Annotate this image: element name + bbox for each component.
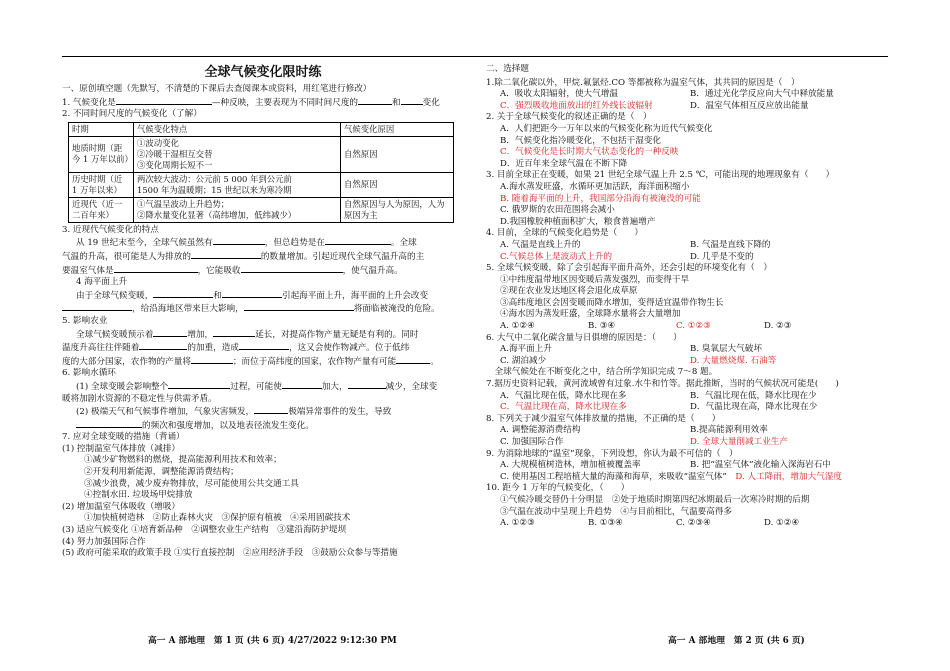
option: B. ③④ [588, 321, 616, 332]
option-line: ③高纬度地区会因变暖而降水增加，变得适宜温带作物生长 [500, 297, 724, 308]
q6-heading: 6. 影响水循环 [62, 368, 116, 379]
option-line: C. 俄罗斯的农田范围将会减小 [500, 205, 615, 216]
option: A. 大规模植树造林，增加植被覆盖率 [500, 460, 641, 471]
option: B．气温比现在低，降水比现在少 [690, 390, 817, 401]
table-cell: ①气温呈波动上升趋势； ②降水量变化显著（高纬增加，低纬减少） [134, 197, 341, 222]
option-row [486, 252, 886, 264]
option: D．温室气体相互反应放出能量 [690, 100, 809, 111]
option: B. ①③④ [588, 518, 623, 529]
q7-item: ①加快植树造林 ②防止森林火灾 ③保护原有植被 ④采用固碳技术 [84, 513, 351, 524]
question-1 [486, 78, 886, 113]
option-line: ②现在农业发达地区将会退化成草原 [500, 286, 638, 297]
q6-line: 的频次和强度增加，以及地表径流发生变化。 [62, 419, 464, 433]
q6-line: (2) 极端天气和气候事件增加，气象灾害频发， 极端异常事件的发生，导致 [76, 407, 392, 418]
table-cell: 地质时期（距今 1 万年以前） [69, 136, 134, 172]
option: D. ①②④ [764, 518, 800, 529]
q3-heading: 3. 近现代气候变化的特点 [62, 224, 159, 235]
option: A．气温比现在低，降水比现在多 [500, 390, 627, 401]
left-column [62, 64, 464, 560]
q6-line: (1) 全球变暖会影响整个 过程，可能使 加大， 减少，全球变 [76, 381, 438, 392]
question-list [486, 78, 886, 530]
option: B. 把“温室气体”液化输入深海岩石中 [690, 460, 831, 471]
q3-line: 气温的升高，很可能是人为排放的 的数量增加。引起近现代全球气温升高的主 [62, 251, 425, 262]
q2: 2. 不同时间尺度的气候变化（了解） [62, 109, 202, 120]
q4-line: ，给沿海地区带来巨大影响， 将面临被淹没的危险。 [62, 302, 464, 316]
question-3 [486, 170, 886, 228]
option-row [486, 240, 886, 252]
option: B.提高能源利用效率 [690, 425, 768, 436]
option: D．气温比现在高，降水比现在少 [690, 402, 818, 413]
q7-item: ①减少矿物燃料的燃烧，提高能源利用技术和效率； [84, 455, 282, 466]
option-line: A.海水蒸发旺盛，水循环更加活跃，海洋面积缩小 [500, 181, 690, 192]
climate-table [68, 122, 454, 223]
option-row [486, 425, 886, 437]
option: C. ②③④ [676, 518, 711, 529]
q3-line: 从 19 世纪末至今，全球气候虽然有 ，但总趋势是在 。全球 [76, 238, 417, 249]
q7-item: ②开发利用新能源，调整能源消费结构； [84, 467, 239, 478]
question-8 [486, 414, 886, 449]
section-1-heading: 一、原创填空题（先默写，不清楚的下课后去查阅课本或资料，用红笔进行修改） [62, 84, 372, 94]
option-row [486, 518, 886, 530]
table-row [69, 197, 454, 222]
table-header: 时期 [69, 122, 134, 136]
q7-sub: (3) 适应气候变化 ①培育新品种 ②调整农业生产结构 ③建沿海防护堤坝 [62, 525, 347, 536]
table-cell: 近现代（近一二百年来） [69, 197, 134, 222]
q5-line: 全球气候变暖预示着 增加， 延长，对提高作物产量无疑是有利的。同时 [76, 329, 419, 340]
table-header-row [69, 122, 454, 136]
option-row [486, 321, 886, 333]
option: C.气候总体上是波动式上升的 [500, 251, 613, 262]
option-row [486, 391, 886, 403]
q1: 1. 气候变化是 —种反映，主要表现为不同时间尺度的 和 变化 [62, 97, 440, 108]
question-4 [486, 228, 886, 263]
q4-heading: 4 海平面上升 [76, 277, 128, 288]
option-line: A．人们把距今一万年以来的气候变化称为近代气候变化 [500, 123, 713, 134]
question-stem: 6. 大气中二氧化碳含量与日俱增的原因是：（ ） [486, 332, 682, 343]
footer-right: 高一 A 部地理 第 2 页 (共 6 页) [668, 636, 805, 646]
option: D. 大量燃烧煤. 石油等 [690, 355, 777, 366]
table-row [69, 172, 454, 197]
question-stem: 8. 下列关于减少温室气体排放量的措施，不正确的是（ ） [486, 413, 721, 424]
question-stem: 9. 为消除地球的“温室”现象，下列设想，你认为最不可信的（ ） [486, 448, 738, 459]
table-header: 气候变化特点 [134, 122, 341, 136]
question-2 [486, 112, 886, 170]
q5-line: 温度升高往往伴随着 的加重，造成 ，这又会使作物减产。位于低纬 [62, 343, 410, 354]
option: A. 调整能源消费结构 [500, 425, 581, 436]
option-row [486, 437, 886, 449]
q4-line: 由于全球气候变暖， 和 引起海平面上升，海平面的上升会改变 [76, 290, 429, 301]
option-line: D．近百年来全球气温在不断下降 [500, 158, 628, 169]
option-line: D.我国橡胶种植面积扩大，粮食普遍增产 [500, 216, 656, 227]
top-rule [62, 56, 888, 57]
option-row [486, 344, 886, 356]
option: C. 使用基因工程培植大量的海藻和海草，来吸收“温室气体” [500, 471, 736, 482]
q7-item: ③减少浪费，减少废弃物排放，尽可能使用公共交通工具 [84, 478, 299, 489]
option: D. 几乎是不变的 [690, 251, 754, 262]
q7-sub: (5) 政府可能采取的政策手段 ①实行直接控制 ②应用经济手段 ③鼓励公众参与等措施 [62, 548, 398, 559]
option-row [486, 356, 886, 368]
option: C．气温比现在高，降水比现在多 [500, 402, 627, 413]
q7-sub: (4) 努力加强国际合作 [62, 536, 146, 547]
q6-line: 暖将加剧水资源的不稳定性与供需矛盾。 [62, 393, 217, 404]
option: A. ①②③ [500, 518, 535, 529]
option-row [486, 89, 886, 101]
option: A．吸收太阳辐射，使大气增温 [500, 89, 618, 100]
page-title: 全球气候变化限时练 [204, 65, 322, 80]
question-5 [486, 263, 886, 333]
option: B. 气温是直线下降的 [690, 239, 771, 250]
option-row [486, 402, 886, 414]
option: A.海平面上升 [500, 344, 552, 355]
table-header: 气候变化原因 [341, 122, 454, 136]
option: A. 气温是直线上升的 [500, 239, 581, 250]
question-stem: 10. 距今 1 万年的气候变化，（ ） [486, 483, 630, 494]
table-cell: ①波动变化 ②冷暖干湿相互交替 ③变化周期长短不一 [134, 136, 341, 172]
option: A. ①②④ [500, 321, 535, 332]
option: C. 加强国际合作 [500, 437, 564, 447]
option: D. 人工降雨，增加大气湿度 [735, 471, 842, 482]
option-line: B. 随着海平面的上升，我国部分沿海有被淹没的可能 [500, 193, 701, 204]
question-stem: 1.除二氧化碳以外，甲烷.氟氯烃.CO 等都被称为温室气体，其共同的原因是（ ） [486, 77, 800, 88]
option-line: ①气候冷暖交替仍十分明显 ②处于地质时期第四纪冰期最后一次寒冷时期的后期 [500, 494, 810, 505]
option-line: ③气温在波动中呈现上升趋势 ④与目前相比，气温要高得多 [500, 506, 733, 517]
q7-item: ④控制水田. 垃圾场甲烷排放 [84, 490, 193, 501]
question-stem: 5. 全球气候变暖，除了会引起海平面升高外，还会引起的环境变化有（ ） [486, 263, 772, 274]
question-6 [486, 333, 886, 368]
question-10 [486, 483, 886, 529]
table-cell: 自然原因与人为原因，人为原因为主 [341, 197, 454, 222]
question-stem: 3. 目前全球正在变暖，如果 21 世纪全球气温上升 2.5 ℃，可能出现的地理现象有（ ） [486, 170, 835, 181]
footer-left: 高一 A 部地理 第 1 页 (共 6 页) 4/27/2022 9:12:30 PM [148, 636, 397, 646]
option: C. 湖泊减少 [500, 355, 547, 366]
right-column [486, 64, 886, 530]
option-line: ④海水因为蒸发旺盛，全球降水量将会大量增加 [500, 309, 681, 320]
table-cell: 两次较大波动：公元前 5 000 年到公元前 1500 年为温暖期；15 世纪以来为寒冷期 [134, 172, 341, 197]
option-row [486, 472, 886, 484]
option: B．通过光化学反应向大气中释放能量 [690, 89, 834, 100]
option-row [486, 101, 886, 113]
option: D. 全球大量削减工业生产 [690, 437, 788, 447]
q3-line: 要温室气体是 ，它能吸收 ，使气温升高。 [62, 265, 403, 276]
q5-line: 度的大部分国家，农作物的产量将 ；而位于高纬度的国家，农作物产量有可能 。 [62, 356, 439, 367]
table-cell: 自然原因 [341, 136, 454, 172]
question-stem: 7.据历史资料记载，黄河流域曾有过象.水牛和竹等。据此推断，当时的气候状况可能是( ) [486, 379, 839, 390]
option-line: ①中纬度温带地区因变暖后蒸发强烈，而变得干旱 [500, 274, 690, 285]
option: C. ①②③ [676, 321, 711, 332]
option-line: B．气候变化指冷暖变化，不包括干湿变化 [500, 135, 662, 146]
table-cell: 自然原因 [341, 172, 454, 197]
q7-sub: (1) 控制温室气体排放（减排） [62, 443, 181, 454]
option-row [486, 460, 886, 472]
option: D. ②③ [764, 321, 792, 332]
q7-sub: (2) 增加温室气体吸收（增吸） [62, 501, 181, 512]
q5-heading: 5. 影响农业 [62, 315, 108, 326]
option-line: C．气候变化是长时期大气状态变化的一种反映 [500, 147, 679, 158]
table-row [69, 136, 454, 172]
option: B. 臭氧层大气破坏 [690, 344, 762, 355]
section-2-heading: 二、选择题 [486, 64, 529, 74]
table-cell: 历史时期（近 1 万年以来） [69, 172, 134, 197]
question-stem: 2. 关于全球气候变化的叙述正确的是（ ） [486, 112, 652, 123]
question-stem: 4. 目前，全球的气候变化趋势是（ ） [486, 228, 644, 239]
question-7 [486, 367, 886, 413]
question-9 [486, 449, 886, 484]
q7-heading: 7. 应对全球变暖的措施（背诵） [62, 432, 185, 443]
question-stem: 全球气候处在不断变化之中，结合所学知识完成 7～8 题。 [486, 367, 718, 378]
option: C．强烈吸收地面放出的红外线长波辐射 [500, 100, 653, 111]
